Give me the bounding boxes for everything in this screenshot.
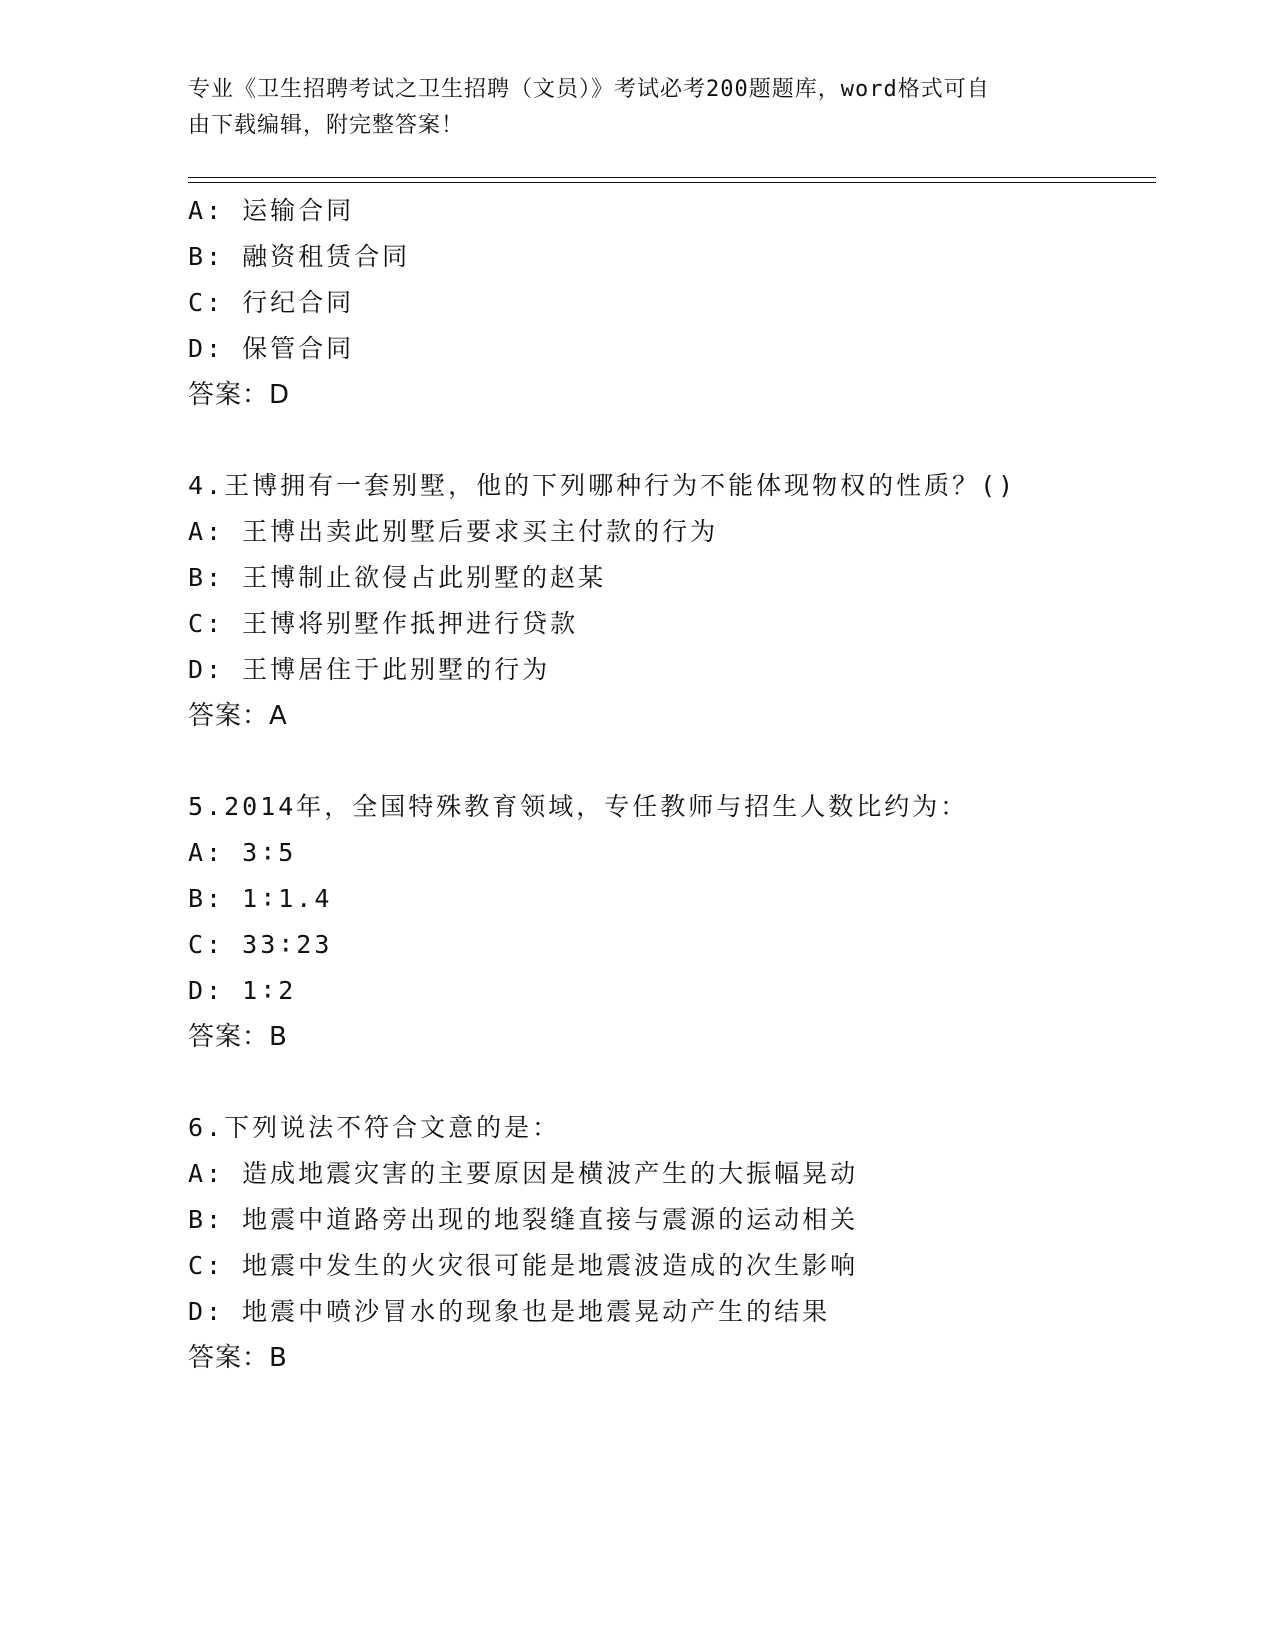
spacer xyxy=(188,418,1188,463)
header-line-1: 专业《卫生招聘考试之卫生招聘（文员）》考试必考200题题库，word格式可自 xyxy=(188,77,990,102)
q6-answer: 答案：B xyxy=(188,1343,288,1373)
spacer xyxy=(188,739,1188,784)
q6-option-d: D: 地震中喷沙冒水的现象也是地震晃动产生的结果 xyxy=(188,1297,831,1326)
question-5 xyxy=(188,784,1188,1060)
q3-option-d: D: 保管合同 xyxy=(188,334,355,363)
document-header xyxy=(188,72,1088,144)
q5-option-c: C: 33∶23 xyxy=(188,930,333,959)
question-3 xyxy=(188,188,1188,418)
question-list xyxy=(188,188,1188,1381)
q4-option-a: A: 王博出卖此别墅后要求买主付款的行为 xyxy=(188,517,719,546)
q5-option-d: D: 1∶2 xyxy=(188,976,297,1005)
q5-option-b: B: 1∶1.4 xyxy=(188,884,333,913)
q4-option-b: B: 王博制止欲侵占此别墅的赵某 xyxy=(188,563,607,592)
q5-option-a: A: 3∶5 xyxy=(188,838,297,867)
q3-option-c: C: 行纪合同 xyxy=(188,288,355,317)
q4-option-d: D: 王博居住于此别墅的行为 xyxy=(188,655,551,684)
q3-option-a: A: 运输合同 xyxy=(188,196,355,225)
header-rule-bottom xyxy=(188,182,1156,183)
question-6 xyxy=(188,1105,1188,1381)
q6-option-c: C: 地震中发生的火灾很可能是地震波造成的次生影响 xyxy=(188,1251,859,1280)
header-line-2: 由下载编辑，附完整答案！ xyxy=(188,113,465,138)
q3-option-b: B: 融资租赁合同 xyxy=(188,242,411,271)
q5-question-text: 5.2014年，全国特殊教育领域，专任教师与招生人数比约为： xyxy=(188,792,969,821)
question-4 xyxy=(188,463,1188,739)
q4-option-c: C: 王博将别墅作抵押进行贷款 xyxy=(188,609,579,638)
q5-answer: 答案：B xyxy=(188,1022,288,1052)
q4-answer: 答案：A xyxy=(188,701,288,731)
q3-answer: 答案：D xyxy=(188,380,291,410)
q4-question-text: 4.王博拥有一套别墅，他的下列哪种行为不能体现物权的性质？() xyxy=(188,471,1017,500)
q6-option-a: A: 造成地震灾害的主要原因是横波产生的大振幅晃动 xyxy=(188,1159,859,1188)
q6-option-b: B: 地震中道路旁出现的地裂缝直接与震源的运动相关 xyxy=(188,1205,859,1234)
q6-question-text: 6.下列说法不符合文意的是： xyxy=(188,1113,561,1142)
spacer xyxy=(188,1060,1188,1105)
header-rule-top xyxy=(188,177,1156,178)
